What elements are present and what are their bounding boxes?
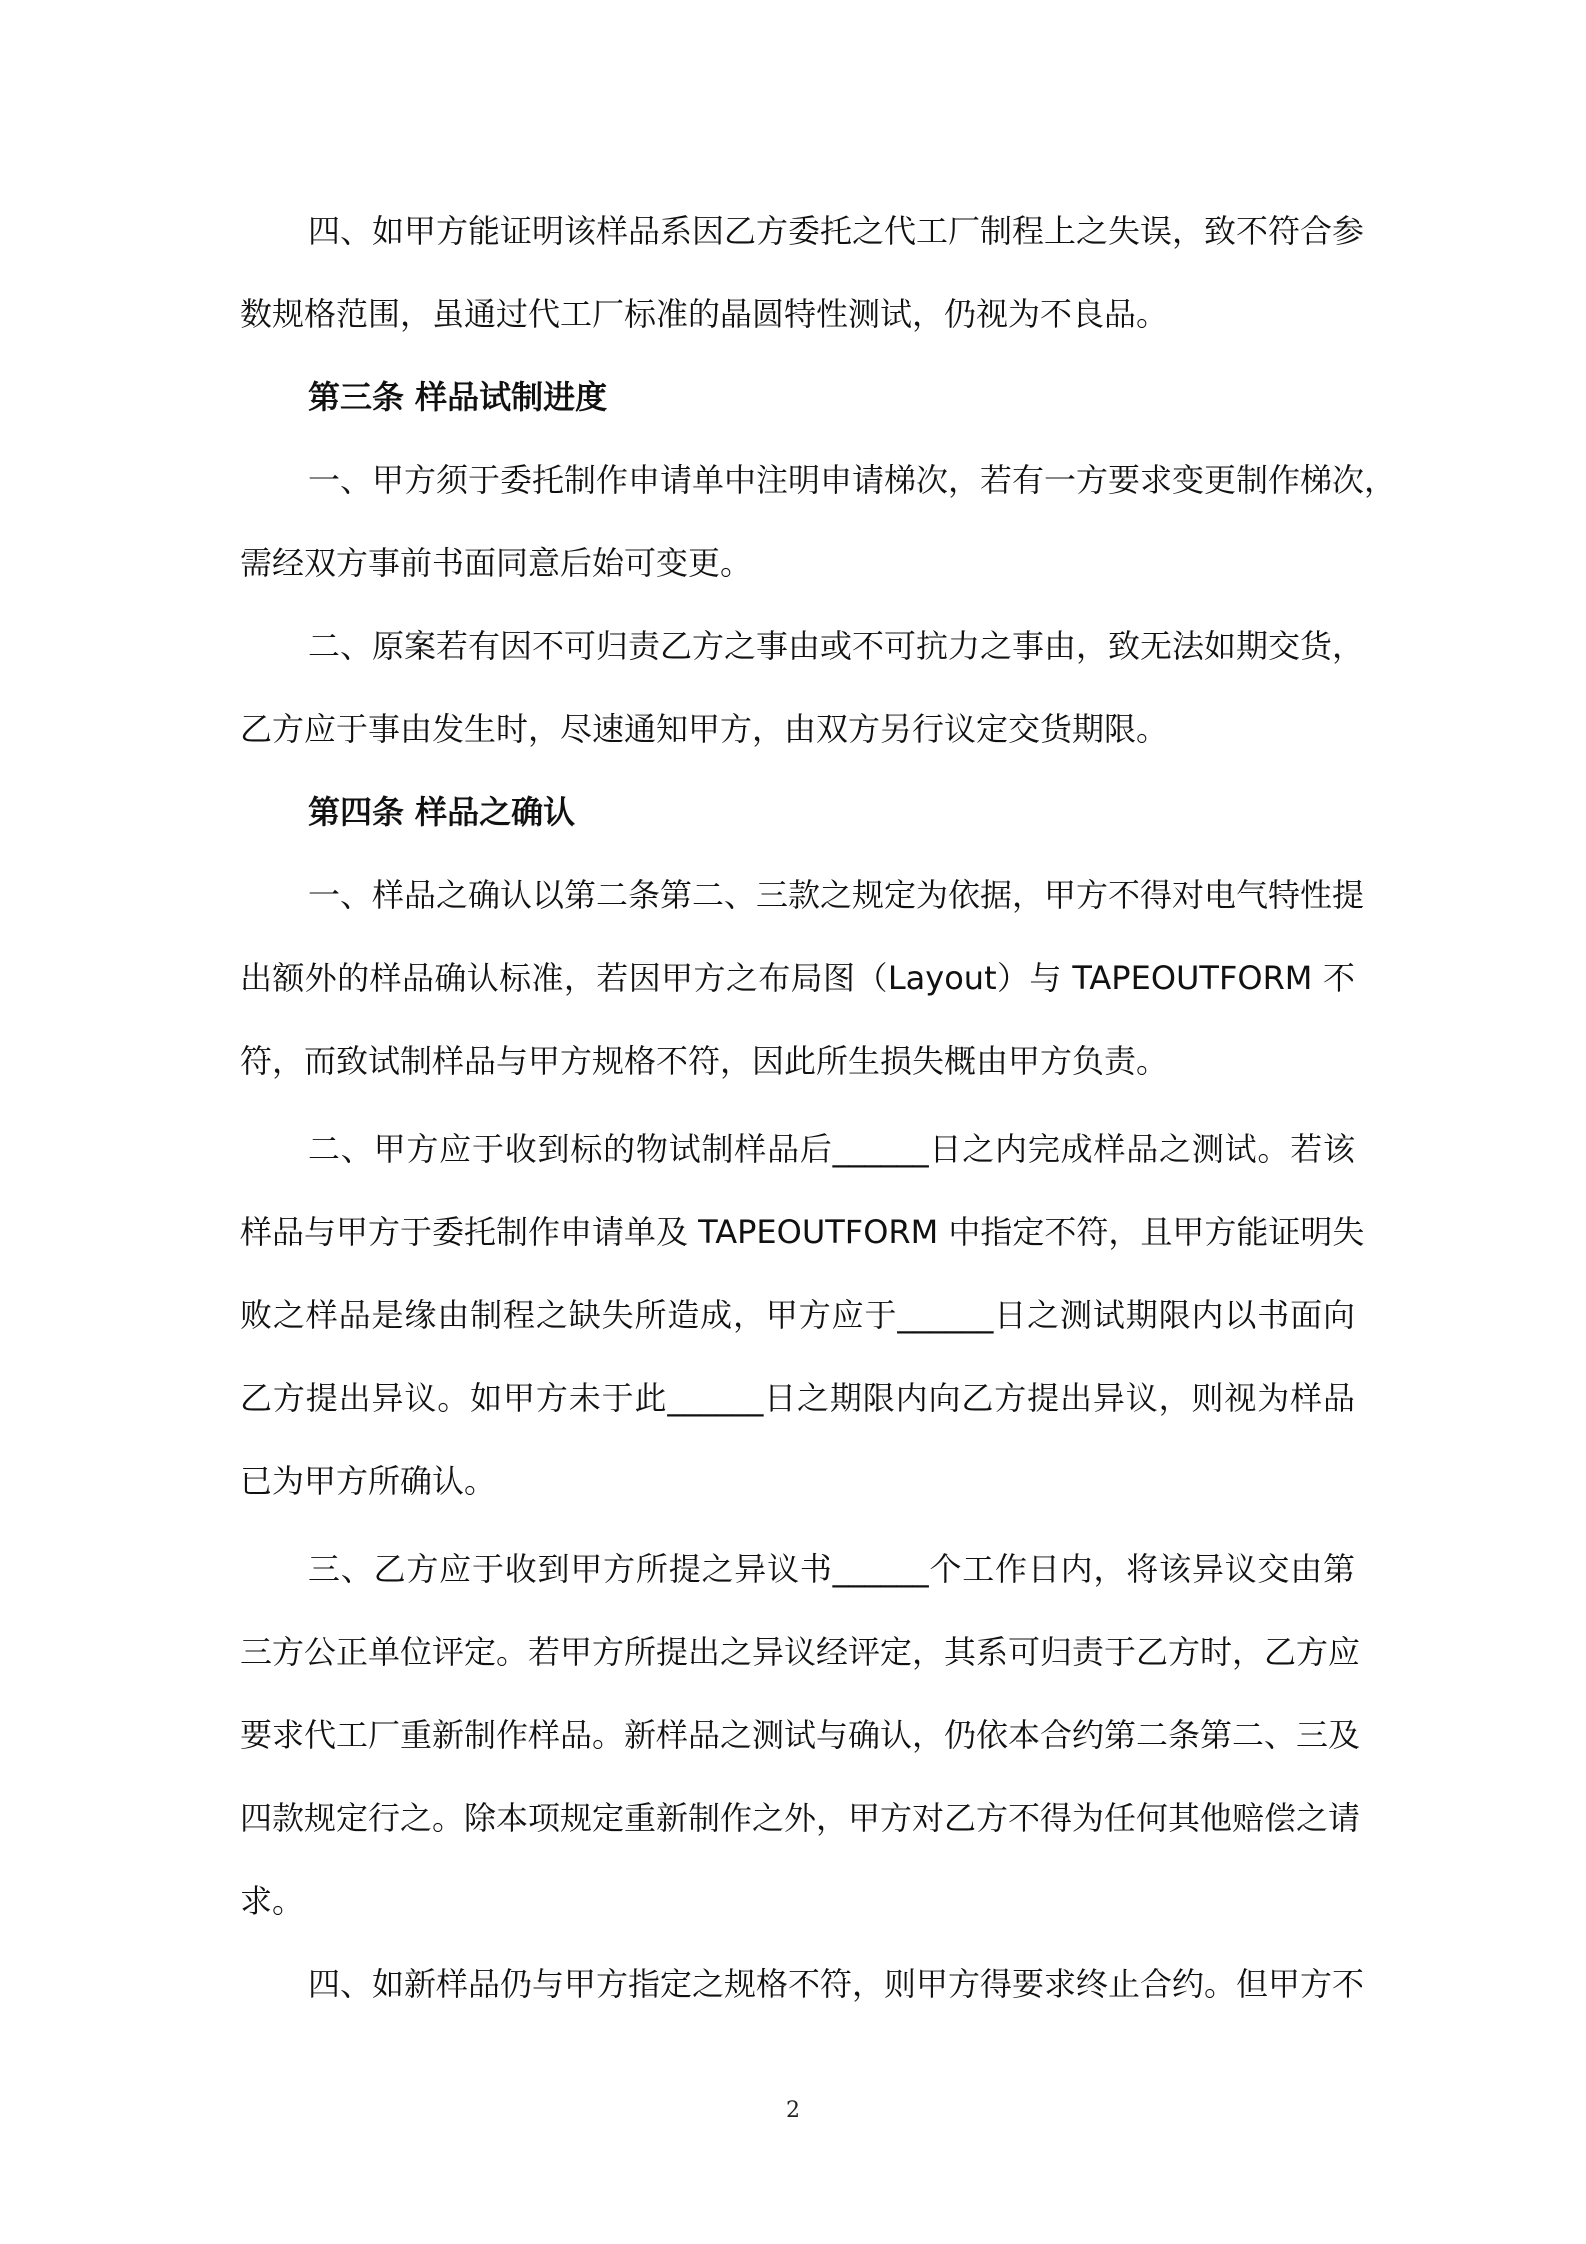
paragraph-line: 三方公正单位评定。若甲方所提出之异议经评定，其系可归责于乙方时，乙方应 (240, 1633, 1361, 1671)
paragraph-line: 二、甲方应于收到标的物试制样品后______日之内完成样品之测试。若该 (308, 1130, 1355, 1168)
paragraph-line: 乙方应于事由发生时，尽速通知甲方，由双方另行议定交货期限。 (240, 710, 1169, 748)
paragraph-line: 需经双方事前书面同意后始可变更。 (240, 544, 753, 582)
paragraph-line: 二、原案若有因不可归责乙方之事由或不可抗力之事由，致无法如期交货， (308, 627, 1365, 665)
page-number: 2 (786, 2098, 800, 2123)
section-heading: 第四条 样品之确认 (308, 793, 576, 831)
paragraph-line: 四、如新样品仍与甲方指定之规格不符，则甲方得要求终止合约。但甲方不 (308, 1965, 1365, 2003)
paragraph-line: 要求代工厂重新制作样品。新样品之测试与确认，仍依本合约第二条第二、三及 (240, 1716, 1361, 1754)
paragraph-line: 一、甲方须于委托制作申请单中注明申请梯次，若有一方要求变更制作梯次， (308, 461, 1397, 499)
paragraph-line: 四款规定行之。除本项规定重新制作之外，甲方对乙方不得为任何其他赔偿之请 (240, 1799, 1361, 1837)
paragraph-line: 四、如甲方能证明该样品系因乙方委托之代工厂制程上之失误，致不符合参 (308, 212, 1365, 250)
paragraph-line: 三、乙方应于收到甲方所提之异议书______个工作日内，将该异议交由第 (308, 1550, 1355, 1588)
paragraph-line: 符，而致试制样品与甲方规格不符，因此所生损失概由甲方负责。 (240, 1042, 1169, 1080)
paragraph-line: 样品与甲方于委托制作申请单及 TAPEOUTFORM 中指定不符，且甲方能证明失 (240, 1213, 1365, 1251)
paragraph-line: 求。 (240, 1882, 305, 1920)
paragraph-line: 一、样品之确认以第二条第二、三款之规定为依据，甲方不得对电气特性提 (308, 876, 1365, 914)
paragraph-line: 已为甲方所确认。 (240, 1462, 497, 1500)
paragraph-line: 出额外的样品确认标准，若因甲方之布局图（Layout）与 TAPEOUTFORM 不 (240, 959, 1355, 997)
section-heading: 第三条 样品试制进度 (308, 378, 608, 416)
paragraph-line: 数规格范围，虽通过代工厂标准的晶圆特性测试，仍视为不良品。 (240, 295, 1169, 333)
paragraph-line: 败之样品是缘由制程之缺失所造成，甲方应于______日之测试期限内以书面向 (240, 1296, 1355, 1334)
paragraph-line: 乙方提出异议。如甲方未于此______日之期限内向乙方提出异议，则视为样品 (240, 1379, 1355, 1417)
